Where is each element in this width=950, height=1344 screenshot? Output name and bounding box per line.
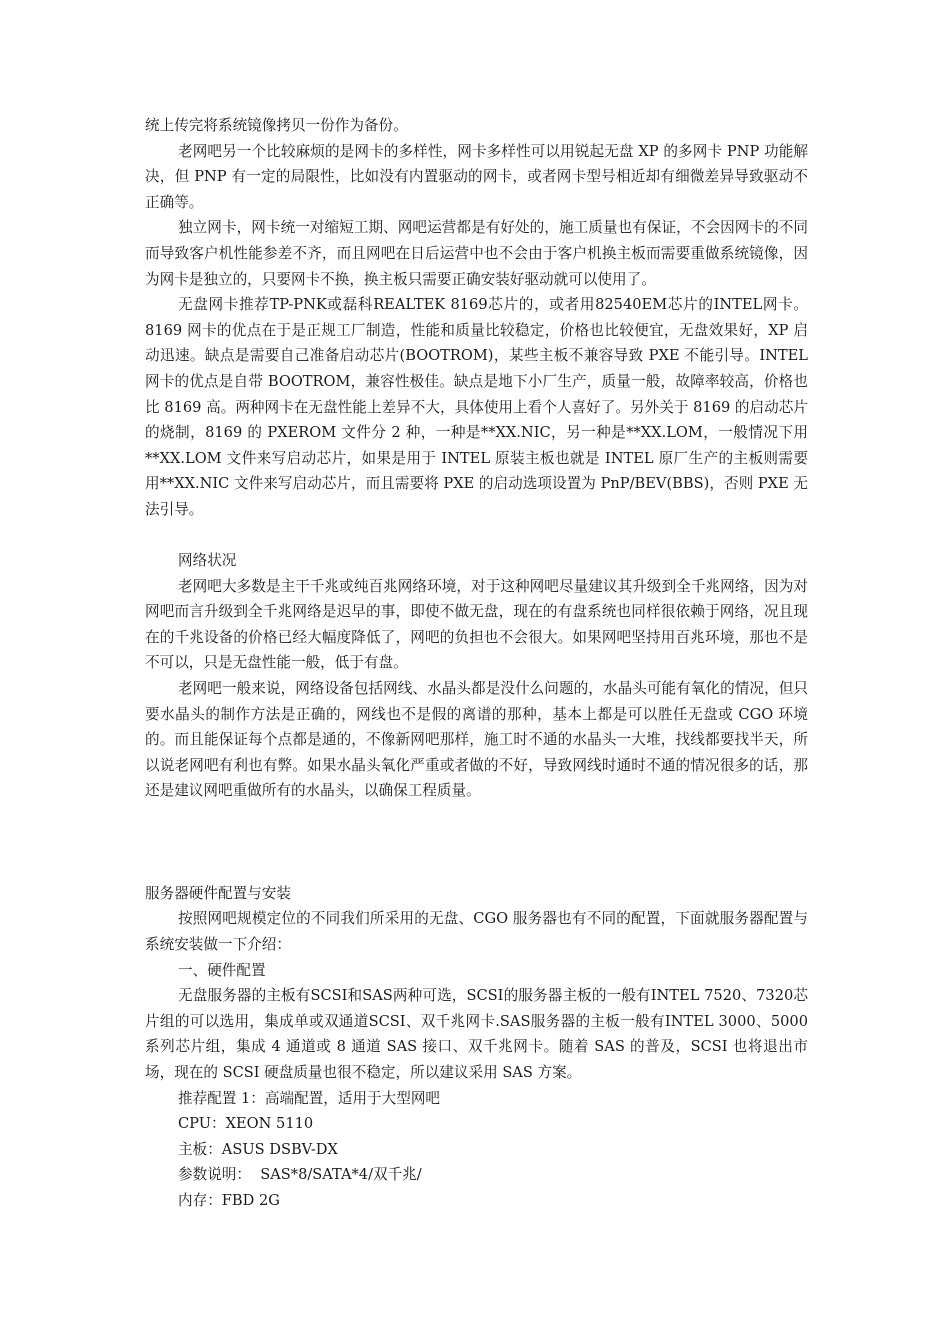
config-line-params: 参数说明： SAS*8/SATA*4/双千兆/: [178, 1166, 422, 1184]
config-line-cpu: CPU：XEON 5110: [178, 1115, 314, 1133]
config-line-title: 推荐配置 1：高端配置，适用于大型网吧: [178, 1089, 441, 1107]
blank-line: [145, 523, 808, 549]
paragraph-gigabit-network: 老网吧大多数是主干千兆或纯百兆网络环境，对于这种网吧尽量建议其升级到全千兆网络，因为对网吧而言升级到全千兆网络是迟早的事，即使不做无盘，现在的有盘系统也同样很依赖于网络，况且现在的千兆设备的价格已经大幅度降低了，网吧的负担也不会很大。如果网吧坚持用百兆环境，那也不是不可以，只是无盘性能一般，低于有盘。: [145, 577, 808, 672]
paragraph-nic-diversity: 老网吧另一个比较麻烦的是网卡的多样性，网卡多样性可以用锐起无盘 XP 的多网卡 PNP 功能解决，但 PNP 有一定的局限性，比如没有内置驱动的网卡，或者网卡型号相近却有细微差异导致驱动不正确等。: [145, 142, 808, 211]
config-line-memory: 内存：FBD 2G: [178, 1191, 280, 1209]
heading-hardware-config: 一、硬件配置: [178, 961, 266, 979]
paragraph-nic-recommendation: 无盘网卡推荐TP-PNK或磊科REALTEK 8169芯片的，或者用82540EM芯片的INTEL网卡。8169 网卡的优点在于是正规工厂制造，性能和质量比较稳定，价格也比较便宜，无盘效果好，XP 启动迅速。缺点是需要自己准备启动芯片(BOOTROM)，某些主板不兼容导致 PXE 不能引导。INTEL 网卡的优点是自带 BOOTROM，兼容性极佳。缺点是地下小厂生产，质量一般，故障率较高，价格也比 8169 高。两种网卡在无盘性能上差异不大，具体使用上看个人喜好了。另外关于 8169 的启动芯片的烧制，8169 的 PXEROM 文件分 2 种，一种是**XX.NIC，另一种是**XX.LOM，一般情况下用**XX.LOM 文件来写启动芯片，如果是用于 INTEL 原装主板也就是 INTEL 原厂生产的主板则需要用**XX.NIC 文件来写启动芯片，而且需要将 PXE 的启动选项设置为 PnP/BEV(BBS)，否则 PXE 无法引导。: [145, 296, 808, 518]
blank-lines: [145, 804, 808, 881]
paragraph-backup-note: 统上传完将系统镜像拷贝一份作为备份。: [145, 117, 408, 134]
document-page: [145, 113, 808, 1214]
config-line-motherboard: 主板：ASUS DSBV-DX: [178, 1140, 338, 1158]
paragraph-crystal-heads: 老网吧一般来说，网络设备包括网线、水晶头都是没什么问题的，水晶头可能有氧化的情况，但只要水晶头的制作方法是正确的，网线也不是假的离谱的那种，基本上都是可以胜任无盘或 CGO 环境的。而且能保证每个点都是通的，不像新网吧那样，施工时不通的水晶头一大堆，找线都要找半天，所以说老网吧有利也有弊。如果水晶头氧化严重或者做的不好，导致网线时通时不通的情况很多的话，那还是建议网吧重做所有的水晶头，以确保工程质量。: [145, 680, 808, 800]
heading-network-status: 网络状况: [178, 552, 237, 570]
heading-server-hardware: 服务器硬件配置与安装: [145, 884, 291, 902]
paragraph-motherboard-options: 无盘服务器的主板有SCSI和SAS两种可选，SCSI的服务器主板的一般有INTEL 7520、7320芯片组的可以选用，集成单或双通道SCSI、双千兆网卡.SAS服务器的主板一般有INTEL 3000、5000 系列芯片组，集成 4 通道或 8 通道 SAS 接口、双千兆网卡。随着 SAS 的普及，SCSI 也将退出市场，现在的 SCSI 硬盘质量也很不稳定，所以建议采用 SAS 方案。: [145, 987, 808, 1081]
paragraph-independent-nic: 独立网卡，网卡统一对缩短工期、网吧运营都是有好处的，施工质量也有保证，不会因网卡的不同而导致客户机性能参差不齐，而且网吧在日后运营中也不会由于客户机换主板而需要重做系统镜像，因为网卡是独立的，只要网卡不换，换主板只需要正确安装好驱动就可以使用了。: [145, 219, 808, 288]
paragraph-server-intro: 按照网吧规模定位的不同我们所采用的无盘、CGO 服务器也有不同的配置，下面就服务器配置与系统安装做一下介绍：: [145, 910, 808, 954]
